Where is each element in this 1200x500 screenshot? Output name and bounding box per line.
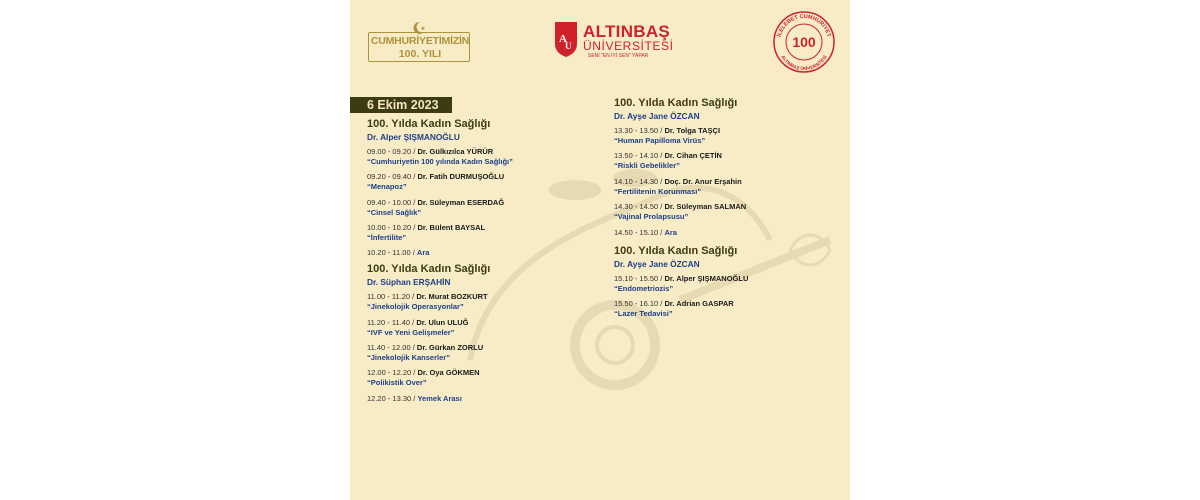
talk-speaker: Dr. Alper ŞIŞMANOĞLU — [664, 273, 749, 283]
talk-time: 12.20 - 13.30 — [367, 393, 412, 403]
centennial-line1: CUMHURİYETİMİZİN — [370, 35, 470, 47]
university-logo[interactable] — [554, 20, 676, 62]
break-label: Ara — [664, 227, 677, 237]
talk-topic: “Jinekolojik Kanserler” — [367, 353, 450, 363]
talk-item: 09.40 - 10.00 / Dr. Süleyman ESERDAĞ “Cinsel Sağlık” — [367, 198, 592, 218]
talk-speaker: Dr. Gürkan ZORLU — [416, 343, 484, 353]
talk-time: 11.40 - 12.00 — [367, 343, 411, 353]
svg-text:100: 100 — [792, 34, 816, 50]
talk-time: 13.30 - 13.50 — [614, 126, 659, 135]
talk-item: 13.30 - 13.50 / Dr. Tolga TAŞÇI “Human Papilloma Virüs” — [614, 126, 839, 146]
talk-item: 15.50 - 16.10 / Dr. Adrian GASPAR “Lazer Tedavisi” — [614, 299, 839, 319]
talk-time: 12.00 - 12.20 — [367, 368, 412, 378]
talk-item: 13.50 - 14.10 / Dr. Cihan ÇETİN “Riskli Gebelikler” — [614, 151, 839, 171]
svg-text:İLELEBET CUMHURİYET: İLELEBET CUMHURİYET — [776, 13, 832, 38]
left-schedule-column — [367, 117, 592, 409]
centennial-seal — [770, 10, 838, 74]
talk-speaker: Dr. Gülkızılca YÜRÜR — [417, 147, 494, 156]
talk-item: 11.40 - 12.00 / Dr. Gürkan ZORLU “Jinekolojik Kanserler” — [367, 343, 592, 363]
university-name: ALTINBAŞ — [583, 22, 671, 41]
session-title: 100. Yılda Kadın Sağlığı — [367, 118, 491, 130]
session-block — [367, 117, 592, 258]
talk-time: 13.50 - 14.10 — [614, 151, 659, 161]
session-title: 100. Yılda Kadın Sağlığı — [367, 263, 491, 276]
talk-speaker: Dr. Murat BOZKURT — [416, 292, 488, 302]
talk-item: 09.20 - 09.40 / Dr. Fatih DURMUŞOĞLU “Menapoz” — [367, 172, 592, 192]
talk-time: 09.20 - 09.40 — [367, 172, 412, 182]
event-date: 6 Ekim 2023 — [350, 97, 452, 113]
talk-item: 12.00 - 12.20 / Dr. Oya GÖKMEN “Polikistik Over” — [367, 368, 592, 388]
talk-topic: “Lazer Tedavisi” — [614, 308, 673, 318]
talk-time: 15.50 - 16.10 — [614, 298, 659, 308]
session-moderator: Dr. Süphan ERŞAHİN — [367, 277, 451, 288]
talk-time: 10.20 - 11.00 — [367, 248, 411, 258]
poster — [350, 0, 850, 500]
session-title: 100. Yılda Kadın Sağlığı — [614, 244, 738, 257]
talk-item: 10.00 - 10.20 / Dr. Bülent BAYSAL “İnfertilite” — [367, 223, 592, 243]
svg-text:U: U — [565, 41, 572, 51]
talk-topic: “IVF ve Yeni Gelişmeler” — [367, 327, 455, 337]
talk-time: 11.20 - 11.40 — [367, 317, 411, 327]
talk-speaker: Dr. Ulun ULUĞ — [416, 317, 469, 327]
svg-text:A: A — [559, 33, 567, 45]
talk-topic: “Menapoz” — [367, 182, 407, 192]
talk-topic: “Human Papilloma Virüs” — [614, 136, 706, 145]
talk-speaker: Dr. Süleyman ESERDAĞ — [417, 197, 505, 207]
talk-item: 14.30 - 14.50 / Dr. Süleyman SALMAN “Vajinal Prolapsusu” — [614, 202, 839, 222]
break-label: Ara — [416, 248, 430, 258]
university-slogan: SENİ "EN İYİ SEN" YAPAR — [588, 53, 649, 59]
talk-speaker: Dr. Fatih DURMUŞOĞLU — [417, 172, 505, 182]
talk-speaker: Dr. Cihan ÇETİN — [664, 151, 722, 161]
talk-topic: “Riskli Gebelikler” — [614, 161, 680, 171]
talk-speaker: Dr. Süleyman SALMAN — [664, 202, 747, 212]
talk-topic: “Endometriozis” — [614, 283, 674, 293]
centennial-logo — [368, 20, 472, 64]
session-block — [614, 244, 839, 319]
session-block — [367, 262, 592, 403]
talk-topic: “Jinekolojik Operasyonlar” — [367, 302, 464, 312]
talk-speaker: Dr. Oya GÖKMEN — [417, 368, 480, 378]
talk-item: 15.10 - 15.50 / Dr. Alper ŞIŞMANOĞLU “Endometriozis” — [614, 274, 839, 294]
talk-item: 14.10 - 14.30 / Doç. Dr. Anur Erşahin “Fertilitenin Korunması” — [614, 177, 839, 197]
talk-item: 09.00 - 09.20 / Dr. Gülkızılca YÜRÜR “Cumhuriyetin 100 yılında Kadın Sağlığı” — [367, 147, 592, 167]
talk-topic: “Vajinal Prolapsusu” — [614, 212, 689, 222]
talk-time: 14.10 - 14.30 — [614, 176, 659, 186]
talk-topic: “Polikistik Over” — [367, 378, 427, 388]
talk-time: 09.40 - 10.00 — [367, 197, 412, 207]
talk-time: 15.10 - 15.50 — [614, 273, 659, 283]
talk-speaker: Dr. Adrian GASPAR — [664, 298, 734, 308]
svg-text:ALTINBAŞ ÜNİVERSİTESİ: ALTINBAŞ ÜNİVERSİTESİ — [780, 54, 828, 72]
talk-item: 11.20 - 11.40 / Dr. Ulun ULUĞ “IVF ve Yeni Gelişmeler” — [367, 318, 592, 338]
talk-time: 10.00 - 10.20 — [367, 222, 412, 232]
talk-speaker: Dr. Tolga TAŞÇI — [664, 126, 721, 135]
talk-speaker: Doç. Dr. Anur Erşahin — [664, 176, 742, 186]
talk-time: 09.00 - 09.20 — [367, 147, 412, 156]
talk-topic: “Fertilitenin Korunması” — [614, 186, 702, 196]
session-moderator: Dr. Alper ŞIŞMANOĞLU — [367, 132, 460, 142]
break-item: 12.20 - 13.30 / Yemek Arası — [367, 393, 462, 403]
break-item: 10.20 - 11.00 / Ara — [367, 248, 430, 258]
talk-topic: “Cumhuriyetin 100 yılında Kadın Sağlığı” — [367, 157, 513, 166]
centennial-line2: 100. YILI — [398, 48, 442, 60]
session-block — [614, 96, 839, 238]
session-moderator: Dr. Ayşe Jane ÖZCAN — [614, 111, 700, 121]
break-label: Yemek Arası — [417, 393, 462, 403]
break-item: 14.50 - 15.10 / Ara — [614, 227, 677, 237]
right-schedule-column — [614, 96, 839, 324]
shield-icon — [554, 20, 578, 58]
talk-item: 11.00 - 11.20 / Dr. Murat BOZKURT “Jinekolojik Operasyonlar” — [367, 292, 592, 312]
talk-time: 11.00 - 11.20 — [367, 292, 411, 302]
talk-time: 14.50 - 15.10 — [614, 227, 659, 237]
talk-topic: “Cinsel Sağlık” — [367, 207, 422, 217]
talk-topic: “İnfertilite” — [367, 232, 407, 242]
university-subtitle: ÜNİVERSİTESİ — [583, 39, 674, 53]
session-title: 100. Yılda Kadın Sağlığı — [614, 97, 738, 109]
session-moderator: Dr. Ayşe Jane ÖZCAN — [614, 258, 700, 269]
talk-time: 14.30 - 14.50 — [614, 202, 659, 212]
talk-speaker: Dr. Bülent BAYSAL — [417, 222, 486, 232]
